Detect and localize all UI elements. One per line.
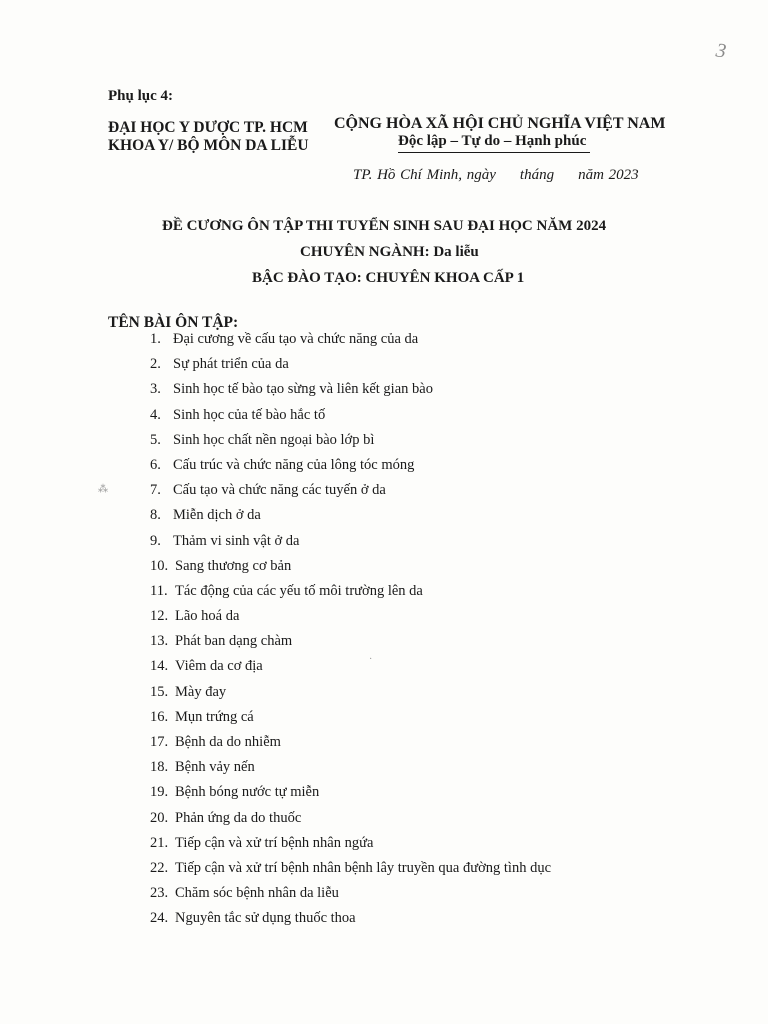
- list-item-text: Lão hoá da: [175, 608, 240, 625]
- list-item: [150, 881, 551, 906]
- date-year: năm 2023: [578, 167, 639, 183]
- national-motto: Độc lập – Tự do – Hạnh phúc: [398, 133, 590, 153]
- list-item-number: 9.: [150, 532, 161, 549]
- list-item-number: 23.: [150, 885, 169, 902]
- list-item: [150, 377, 551, 402]
- list-item-number: 21.: [150, 834, 169, 851]
- list-item-text: Sang thương cơ bản: [175, 557, 292, 574]
- list-item: [150, 529, 551, 554]
- document-title: ĐỀ CƯƠNG ÔN TẬP THI TUYỂN SINH SAU ĐẠI HỌC NĂM 2024: [162, 218, 607, 234]
- list-item: [150, 327, 551, 352]
- list-item-text: Thảm vi sinh vật ở da: [173, 532, 300, 549]
- list-item: [150, 503, 551, 528]
- topic-list: [150, 327, 551, 932]
- list-item-number: 12.: [150, 608, 169, 625]
- list-item-text: Sự phát triển của da: [173, 356, 289, 373]
- date-month: tháng: [519, 167, 555, 183]
- list-item-text: Tiếp cận và xử trí bệnh nhân bệnh lây truyền qua đường tình dục: [175, 859, 552, 876]
- list-item: [150, 730, 551, 755]
- scan-speck: ⁂: [98, 484, 108, 495]
- list-item: [150, 705, 551, 730]
- list-item: [150, 352, 551, 377]
- list-item-number: 6.: [150, 456, 161, 473]
- page-number: 3: [714, 39, 728, 63]
- list-item-number: 16.: [150, 708, 169, 725]
- list-item: [150, 403, 551, 428]
- department-line: KHOA Y/ BỘ MÔN DA LIỄU: [108, 137, 309, 154]
- list-item-text: Sinh học tế bào tạo sừng và liên kết gian bào: [173, 381, 433, 398]
- list-item: [150, 579, 551, 604]
- training-level-line: BẬC ĐÀO TẠO: CHUYÊN KHOA CẤP 1: [252, 270, 525, 286]
- list-item-number: 14.: [150, 658, 169, 675]
- list-item: [150, 680, 551, 705]
- appendix-label: Phụ lục 4:: [108, 88, 174, 104]
- list-item: [150, 755, 551, 780]
- date-line: [353, 167, 639, 184]
- list-item-text: Sinh học của tế bào hắc tố: [173, 406, 326, 423]
- list-item-text: Nguyên tắc sử dụng thuốc thoa: [175, 910, 356, 927]
- list-item: [150, 629, 551, 654]
- list-item: [150, 654, 551, 679]
- list-item-number: 19.: [150, 784, 169, 801]
- list-item-number: 3.: [150, 381, 161, 398]
- list-item-text: Chăm sóc bệnh nhân da liễu: [175, 885, 339, 902]
- list-item-text: Sinh học chất nền ngoại bào lớp bì: [173, 431, 375, 448]
- list-item-text: Mụn trứng cá: [175, 708, 254, 725]
- list-item: [150, 478, 551, 503]
- list-item-number: 11.: [150, 582, 168, 599]
- list-item-text: Cấu tạo và chức năng các tuyến ở da: [173, 482, 386, 499]
- list-item-number: 7.: [150, 482, 161, 499]
- organization-line: ĐẠI HỌC Y DƯỢC TP. HCM: [108, 119, 308, 136]
- specialty-line: CHUYÊN NGÀNH: Da liễu: [300, 244, 479, 260]
- list-item: [150, 453, 551, 478]
- section-heading: TÊN BÀI ÔN TẬP:: [108, 314, 239, 331]
- list-item-number: 13.: [150, 633, 169, 650]
- list-item-text: Bệnh bóng nước tự miễn: [175, 784, 320, 801]
- list-item-number: 24.: [150, 910, 169, 927]
- list-item-text: Miễn dịch ở da: [173, 507, 261, 524]
- list-item: [150, 428, 551, 453]
- list-item-text: Bệnh da do nhiễm: [175, 734, 281, 750]
- list-item: [150, 831, 551, 856]
- list-item-text: Viêm da cơ địa: [175, 658, 263, 675]
- scan-speck: ·: [369, 654, 373, 665]
- list-item-text: Mày đay: [175, 683, 227, 700]
- date-place-day: TP. Hồ Chí Minh, ngày: [353, 167, 496, 183]
- list-item-text: Phát ban dạng chàm: [175, 633, 293, 650]
- list-item: [150, 906, 551, 931]
- list-item-number: 20.: [150, 809, 169, 826]
- list-item-number: 4.: [150, 406, 161, 423]
- list-item-text: Phản ứng da do thuốc: [175, 809, 302, 826]
- list-item-text: Bệnh vảy nến: [175, 759, 255, 776]
- list-item-number: 10.: [150, 557, 169, 574]
- list-item: [150, 554, 551, 579]
- list-item-text: Đại cương về cấu tạo và chức năng của da: [173, 331, 419, 347]
- list-item-number: 8.: [150, 507, 161, 524]
- list-item-text: Cấu trúc và chức năng của lông tóc móng: [173, 456, 415, 473]
- list-item-number: 18.: [150, 759, 169, 776]
- list-item: [150, 604, 551, 629]
- list-item-number: 22.: [150, 859, 169, 876]
- list-item: [150, 780, 551, 805]
- list-item-number: 15.: [150, 683, 169, 700]
- list-item-text: Tác động của các yếu tố môi trường lên da: [175, 582, 423, 599]
- list-item: [150, 806, 551, 831]
- list-item: [150, 856, 551, 881]
- list-item-number: 17.: [150, 734, 169, 750]
- list-item-number: 2.: [150, 356, 161, 373]
- list-item-number: 5.: [150, 431, 161, 448]
- list-item-number: 1.: [150, 331, 161, 347]
- list-item-text: Tiếp cận và xử trí bệnh nhân ngứa: [175, 834, 374, 851]
- national-title: CỘNG HÒA XÃ HỘI CHỦ NGHĨA VIỆT NAM: [334, 115, 666, 132]
- issuing-organization: [108, 119, 309, 155]
